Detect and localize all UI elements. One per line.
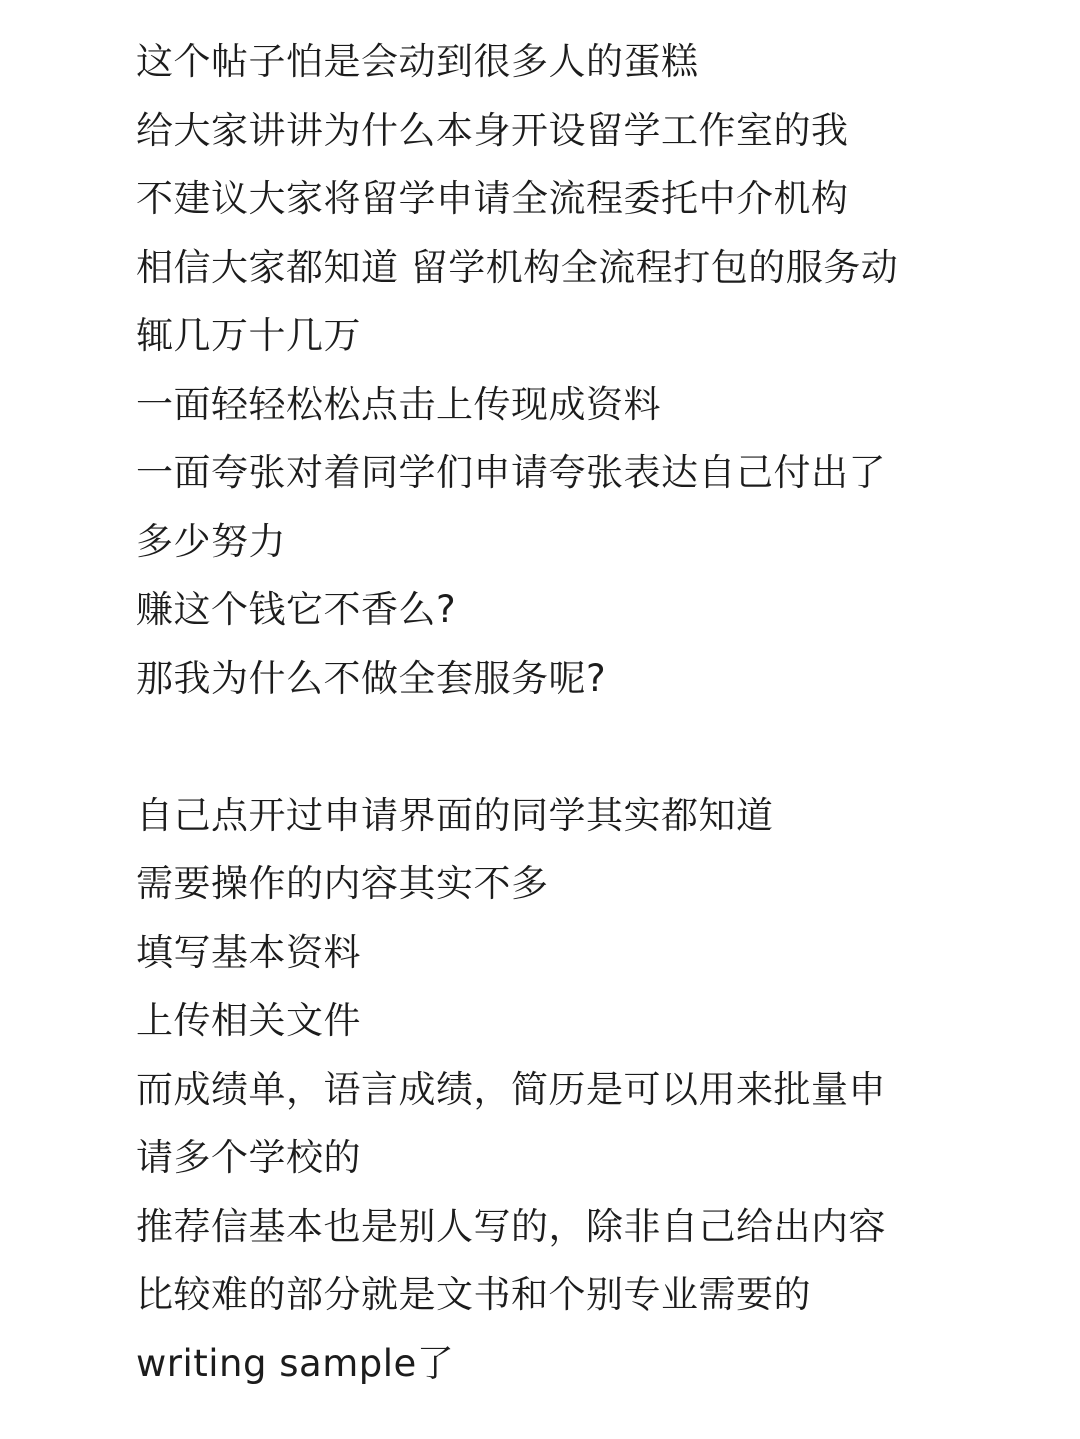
text-line: 这个帖子怕是会动到很多人的蛋糕 — [136, 40, 699, 83]
text-line: 相信大家都知道 留学机构全流程打包的服务动 — [136, 245, 899, 289]
note-body — [136, 28, 1036, 1398]
paragraph-2 — [136, 782, 1036, 1399]
text-line: 辄几万十几万 — [136, 314, 361, 357]
text-line: 给大家讲讲为什么本身开设留学工作室的我 — [136, 108, 849, 152]
text-line: 上传相关文件 — [136, 999, 361, 1042]
text-line: 多少努力 — [136, 519, 286, 563]
text-line: 而成绩单，语言成绩，简历是可以用来批量申 — [136, 1067, 886, 1111]
text-line: 请多个学校的 — [136, 1136, 361, 1179]
text-line: 自己点开过申请界面的同学其实都知道 — [136, 793, 774, 837]
text-line: 填写基本资料 — [136, 930, 361, 974]
text-line: 赚这个钱它不香么? — [136, 588, 457, 631]
text-line: 不建议大家将留学申请全流程委托中介机构 — [136, 177, 849, 220]
text-line: 一面轻轻松松点击上传现成资料 — [136, 382, 661, 426]
paragraph-1 — [136, 28, 1036, 713]
text-line: 比较难的部分就是文书和个别专业需要的 — [136, 1273, 811, 1316]
text-line: writing sample了 — [136, 1341, 455, 1385]
paragraph-gap — [136, 713, 1036, 782]
text-line: 那我为什么不做全套服务呢? — [136, 656, 607, 700]
text-line: 一面夸张对着同学们申请夸张表达自己付出了 — [136, 451, 886, 494]
text-line: 需要操作的内容其实不多 — [136, 862, 549, 905]
text-line: 推荐信基本也是别人写的，除非自己给出内容 — [136, 1204, 886, 1248]
